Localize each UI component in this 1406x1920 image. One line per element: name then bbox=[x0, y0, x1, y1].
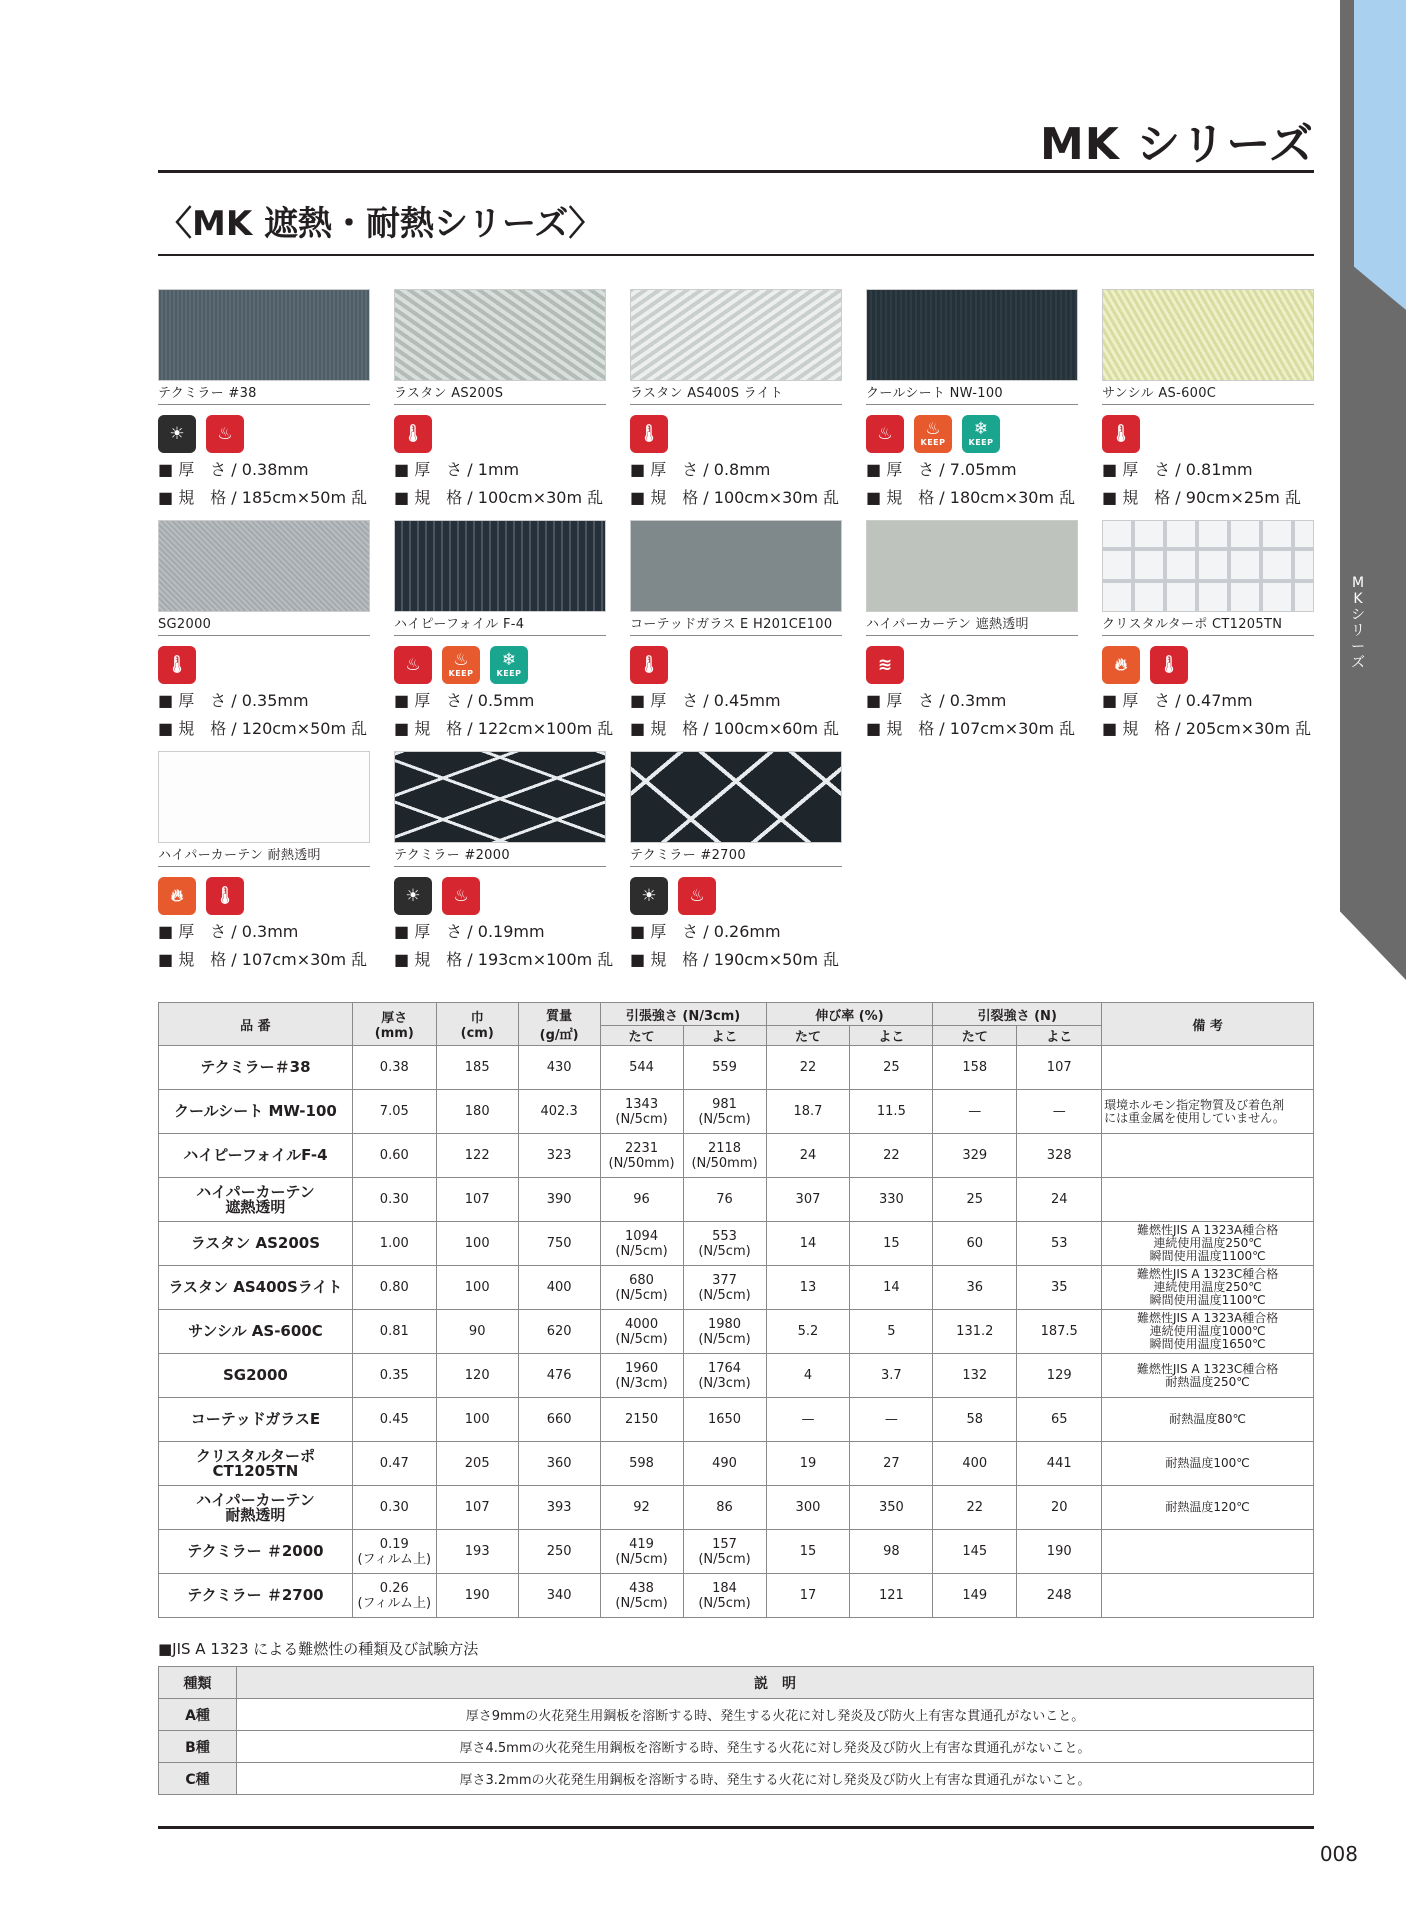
cell-tr1: 25 bbox=[933, 1178, 1017, 1222]
cell-t: 0.30 bbox=[352, 1178, 436, 1222]
product-name: ラスタン AS400S ライト bbox=[630, 385, 842, 405]
cell-ts2: 981 (N/5cm) bbox=[683, 1090, 766, 1134]
product-swatch bbox=[158, 289, 370, 381]
col-weight: 質量 (g/㎡) bbox=[518, 1003, 600, 1046]
side-tab-label: MKシリーズ bbox=[1351, 575, 1365, 671]
product-size: ■ 規 格 / 193cm×100m 乱 bbox=[394, 950, 614, 969]
thermometer-icon: 🌡︎ bbox=[158, 646, 196, 684]
cell-ts2: 490 bbox=[683, 1442, 766, 1486]
cell-tr2: 107 bbox=[1017, 1046, 1102, 1090]
product-icons bbox=[630, 415, 842, 453]
side-tab-blue bbox=[1354, 0, 1406, 310]
cell-name: テクミラー ＃2700 bbox=[159, 1574, 353, 1618]
table-row bbox=[159, 1134, 1314, 1178]
cell-tr2: 53 bbox=[1017, 1222, 1102, 1266]
cell-name: サンシル AS-600C bbox=[159, 1310, 353, 1354]
cell-tr2: 24 bbox=[1017, 1178, 1102, 1222]
cell-ts2: 2118 (N/50mm) bbox=[683, 1134, 766, 1178]
product-icons bbox=[866, 646, 1078, 684]
cell-tr1: 60 bbox=[933, 1222, 1017, 1266]
product-thickness: ■ 厚 さ / 0.8mm bbox=[630, 460, 771, 479]
cell-name: クリスタルターポ CT1205TN bbox=[159, 1442, 353, 1486]
cell-g: 476 bbox=[518, 1354, 600, 1398]
cell-tr2: 129 bbox=[1017, 1354, 1102, 1398]
cell-e1: 15 bbox=[766, 1530, 850, 1574]
product-thickness: ■ 厚 さ / 0.35mm bbox=[158, 691, 309, 710]
cell-tr2: 328 bbox=[1017, 1134, 1102, 1178]
product-thickness: ■ 厚 さ / 0.81mm bbox=[1102, 460, 1253, 479]
product-card bbox=[630, 289, 842, 509]
product-size: ■ 規 格 / 205cm×30m 乱 bbox=[1102, 719, 1312, 738]
cell-note bbox=[1102, 1574, 1314, 1618]
product-thickness: ■ 厚 さ / 0.47mm bbox=[1102, 691, 1253, 710]
jis-table bbox=[158, 1666, 1314, 1795]
product-thickness: ■ 厚 さ / 0.3mm bbox=[158, 922, 299, 941]
cell-tr2: 441 bbox=[1017, 1442, 1102, 1486]
product-thickness: ■ 厚 さ / 1mm bbox=[394, 460, 520, 479]
cell-e1: 307 bbox=[766, 1178, 850, 1222]
cell-name: テクミラー ＃2000 bbox=[159, 1530, 353, 1574]
table-row bbox=[159, 1442, 1314, 1486]
thermometer-icon: 🌡︎ bbox=[206, 877, 244, 915]
series-title: MK シリーズ bbox=[1040, 119, 1314, 170]
cell-w: 100 bbox=[436, 1222, 518, 1266]
jis-desc: 厚さ9mmの火花発生用鋼板を溶断する時、発生する火花に対し発炎及び防火上有害な貫通孔がないこと。 bbox=[237, 1699, 1314, 1731]
cell-note bbox=[1102, 1134, 1314, 1178]
jis-row bbox=[159, 1731, 1314, 1763]
thermometer-icon: 🌡︎ bbox=[1150, 646, 1188, 684]
cell-t: 0.26 (フィルム上) bbox=[352, 1574, 436, 1618]
jis-caption: ■JIS A 1323 による難燃性の種類及び試験方法 bbox=[158, 1640, 479, 1658]
cell-ts2: 1980 (N/5cm) bbox=[683, 1310, 766, 1354]
thermometer-icon: 🌡︎ bbox=[1102, 415, 1140, 453]
cell-g: 660 bbox=[518, 1398, 600, 1442]
cell-t: 0.35 bbox=[352, 1354, 436, 1398]
heat-shield-icon: ♨ bbox=[206, 415, 244, 453]
cell-e2: 22 bbox=[850, 1134, 933, 1178]
cell-tr1: 149 bbox=[933, 1574, 1017, 1618]
cell-name: ハイパーカーテン 耐熱透明 bbox=[159, 1486, 353, 1530]
cell-ts2: 1650 bbox=[683, 1398, 766, 1442]
cell-e2: 98 bbox=[850, 1530, 933, 1574]
product-thickness: ■ 厚 さ / 0.45mm bbox=[630, 691, 781, 710]
product-icons bbox=[158, 877, 370, 915]
cell-name: ハイパーカーテン 遮熱透明 bbox=[159, 1178, 353, 1222]
cell-g: 323 bbox=[518, 1134, 600, 1178]
table-row bbox=[159, 1398, 1314, 1442]
sun-reflect-icon: ☀ bbox=[394, 877, 432, 915]
product-swatch bbox=[394, 520, 606, 612]
table-row bbox=[159, 1530, 1314, 1574]
cell-e2: 25 bbox=[850, 1046, 933, 1090]
product-swatch bbox=[866, 289, 1078, 381]
cell-t: 0.81 bbox=[352, 1310, 436, 1354]
cell-tr2: — bbox=[1017, 1090, 1102, 1134]
cell-note: 難燃性JIS A 1323C種合格 連続使用温度250℃ 瞬間使用温度1100℃ bbox=[1102, 1266, 1314, 1310]
col-note: 備 考 bbox=[1102, 1003, 1314, 1046]
cell-note: 環境ホルモン指定物質及び着色剤 には重金属を使用していません。 bbox=[1102, 1090, 1314, 1134]
product-size: ■ 規 格 / 100cm×30m 乱 bbox=[394, 488, 604, 507]
footer-rule bbox=[158, 1826, 1314, 1829]
cell-g: 620 bbox=[518, 1310, 600, 1354]
cell-ts1: 419 (N/5cm) bbox=[600, 1530, 683, 1574]
jis-col-kind: 種類 bbox=[159, 1667, 237, 1699]
cell-w: 100 bbox=[436, 1266, 518, 1310]
cell-name: クールシート MW-100 bbox=[159, 1090, 353, 1134]
product-swatch bbox=[630, 751, 842, 843]
cell-note: 難燃性JIS A 1323C種合格 耐熱温度250℃ bbox=[1102, 1354, 1314, 1398]
cell-w: 190 bbox=[436, 1574, 518, 1618]
col-thickness: 厚さ (mm) bbox=[352, 1003, 436, 1046]
heat-reflect-icon: ≋ bbox=[866, 646, 904, 684]
product-thickness: ■ 厚 さ / 0.38mm bbox=[158, 460, 309, 479]
section-rule bbox=[158, 254, 1314, 256]
jis-desc: 厚さ4.5mmの火花発生用鋼板を溶断する時、発生する火花に対し発炎及び防火上有害な貫通孔がないこと。 bbox=[237, 1731, 1314, 1763]
sun-reflect-icon: ☀ bbox=[158, 415, 196, 453]
cell-ts1: 544 bbox=[600, 1046, 683, 1090]
keep-cool-icon: ❄ KEEP bbox=[490, 646, 528, 684]
cell-w: 120 bbox=[436, 1354, 518, 1398]
product-card bbox=[394, 520, 614, 740]
cell-g: 430 bbox=[518, 1046, 600, 1090]
cell-ts2: 76 bbox=[683, 1178, 766, 1222]
cell-t: 0.30 bbox=[352, 1486, 436, 1530]
thermometer-icon: 🌡︎ bbox=[630, 415, 668, 453]
spec-table: 品 番 厚さ (mm) 巾 (cm) 質量 (g/㎡) 引張強さ (N/3cm) 伸び率 (%) 引裂強さ (N) 備 考 たて よこ たて よこ たて よこ テクミラー＃38 0.38 185 430 544 559 22 25 158 107 クールシート MW-100 7.05 180 402.3 1343 (N/5cm) 981 (N/5cm) 18.7 11.5 — — 環境ホルモン指定物質及び着色剤 には重金属を使用していません。 ハイピーフォイルF-4 0.60 122 323 2231 (N/50mm) 2118 (N/50mm) 24 22 329 328 ハイパーカーテン 遮熱透明 0.30 107 390 96 76 307 330 25 24 ラスタン AS200S 1.00 100 750 1094 (N/5cm) 553 (N/5cm) 14 15 60 53 難燃性JIS A 1323A種合格 連続使用温度250℃ 瞬間使用温度1100℃ ラスタン AS400Sライト 0.80 100 400 680 (N/5cm) 377 (N/5cm) 13 14 36 35 難燃性JIS A 1323C種合格 連続使用温度250℃ 瞬間使用温度1100℃ サンシル AS-600C 0.81 90 620 4000 (N/5cm) 1980 (N/5cm) 5.2 5 131.2 187.5 難燃性JIS A 1323A種合格 連続使用温度1000℃ 瞬間使用温度1650℃ SG2000 0.35 120 476 1960 (N/3cm) 1764 (N/3cm) 4 3.7 132 129 難燃性JIS A 1323C種合格 耐熱温度250℃ コーテッドガラスE 0.45 100 660 2150 1650 — — 58 65 耐熱温度80℃ クリスタルターポ CT1205TN 0.47 205 360 598 490 19 27 400 441 耐熱温度100℃ ハイパーカーテン 耐熱透明 0.30 107 393 92 86 300 350 22 20 耐熱温度120℃ テクミラー ＃2000 0.19 (フィルム上) 193 250 419 (N/5cm) 157 (N/5cm) 15 98 145 190 テクミラー ＃2700 0.26 (フィルム上) 190 340 438 (N/5cm) 184 (N/5cm) 17 121 149 248 bbox=[158, 1002, 1314, 1618]
cell-e2: 330 bbox=[850, 1178, 933, 1222]
table-row bbox=[159, 1486, 1314, 1530]
table-row bbox=[159, 1266, 1314, 1310]
heat-shield-icon: ♨ bbox=[866, 415, 904, 453]
product-size: ■ 規 格 / 100cm×30m 乱 bbox=[630, 488, 840, 507]
page-number: 008 bbox=[1319, 1842, 1358, 1866]
product-name: ハイパーカーテン 耐熱透明 bbox=[158, 847, 370, 867]
title-rule bbox=[158, 170, 1314, 173]
cell-t: 0.47 bbox=[352, 1442, 436, 1486]
product-icons bbox=[1102, 415, 1314, 453]
product-icons bbox=[1102, 646, 1314, 684]
cell-ts1: 2150 bbox=[600, 1398, 683, 1442]
product-name: ラスタン AS200S bbox=[394, 385, 606, 405]
heat-shield-icon: ♨ bbox=[442, 877, 480, 915]
col-tensile: 引張強さ (N/3cm) bbox=[600, 1003, 766, 1026]
cell-name: コーテッドガラスE bbox=[159, 1398, 353, 1442]
cell-tr1: 131.2 bbox=[933, 1310, 1017, 1354]
product-size: ■ 規 格 / 107cm×30m 乱 bbox=[158, 950, 368, 969]
cell-note: 耐熱温度100℃ bbox=[1102, 1442, 1314, 1486]
table-row bbox=[159, 1222, 1314, 1266]
cell-ts1: 438 (N/5cm) bbox=[600, 1574, 683, 1618]
cell-note: 耐熱温度120℃ bbox=[1102, 1486, 1314, 1530]
cell-g: 250 bbox=[518, 1530, 600, 1574]
product-swatch bbox=[1102, 520, 1314, 612]
jis-kind: A種 bbox=[159, 1699, 237, 1731]
cell-ts1: 598 bbox=[600, 1442, 683, 1486]
cell-name: SG2000 bbox=[159, 1354, 353, 1398]
cell-tr1: 36 bbox=[933, 1266, 1017, 1310]
cell-e2: 121 bbox=[850, 1574, 933, 1618]
cell-t: 0.38 bbox=[352, 1046, 436, 1090]
cell-ts1: 4000 (N/5cm) bbox=[600, 1310, 683, 1354]
product-thickness: ■ 厚 さ / 0.3mm bbox=[866, 691, 1007, 710]
product-card bbox=[158, 520, 370, 740]
product-card bbox=[630, 520, 842, 740]
jis-row bbox=[159, 1699, 1314, 1731]
cell-e1: 24 bbox=[766, 1134, 850, 1178]
heat-shield-icon: ♨ bbox=[678, 877, 716, 915]
table-row bbox=[159, 1090, 1314, 1134]
cell-tr2: 190 bbox=[1017, 1530, 1102, 1574]
cell-note bbox=[1102, 1530, 1314, 1574]
cell-e1: 13 bbox=[766, 1266, 850, 1310]
cell-note: 難燃性JIS A 1323A種合格 連続使用温度1000℃ 瞬間使用温度1650℃ bbox=[1102, 1310, 1314, 1354]
product-card bbox=[394, 751, 614, 971]
thermometer-icon: 🌡︎ bbox=[630, 646, 668, 684]
cell-note bbox=[1102, 1046, 1314, 1090]
cell-note: 耐熱温度80℃ bbox=[1102, 1398, 1314, 1442]
cell-e2: 5 bbox=[850, 1310, 933, 1354]
cell-tr2: 65 bbox=[1017, 1398, 1102, 1442]
jis-col-desc: 説 明 bbox=[237, 1667, 1314, 1699]
product-card bbox=[1102, 289, 1314, 509]
product-icons bbox=[394, 877, 606, 915]
flame-icon: 🔥︎ bbox=[158, 877, 196, 915]
keep-warm-icon: ♨ KEEP bbox=[442, 646, 480, 684]
keep-warm-icon: ♨ KEEP bbox=[914, 415, 952, 453]
product-thickness: ■ 厚 さ / 0.19mm bbox=[394, 922, 545, 941]
cell-tr1: 22 bbox=[933, 1486, 1017, 1530]
product-card bbox=[158, 751, 370, 971]
product-swatch bbox=[158, 751, 370, 843]
cell-name: ラスタン AS200S bbox=[159, 1222, 353, 1266]
cell-e1: 19 bbox=[766, 1442, 850, 1486]
product-size: ■ 規 格 / 107cm×30m 乱 bbox=[866, 719, 1076, 738]
product-thickness: ■ 厚 さ / 0.26mm bbox=[630, 922, 781, 941]
cell-t: 7.05 bbox=[352, 1090, 436, 1134]
product-card bbox=[158, 289, 370, 509]
cell-e1: 5.2 bbox=[766, 1310, 850, 1354]
product-swatch bbox=[394, 751, 606, 843]
cell-e2: — bbox=[850, 1398, 933, 1442]
cell-ts2: 157 (N/5cm) bbox=[683, 1530, 766, 1574]
product-swatch bbox=[630, 520, 842, 612]
product-card bbox=[866, 520, 1078, 740]
cell-e2: 15 bbox=[850, 1222, 933, 1266]
cell-g: 402.3 bbox=[518, 1090, 600, 1134]
product-swatch bbox=[866, 520, 1078, 612]
cell-e2: 3.7 bbox=[850, 1354, 933, 1398]
cell-ts1: 96 bbox=[600, 1178, 683, 1222]
cell-w: 122 bbox=[436, 1134, 518, 1178]
product-icons bbox=[158, 415, 370, 453]
cell-tr1: 58 bbox=[933, 1398, 1017, 1442]
cell-ts1: 680 (N/5cm) bbox=[600, 1266, 683, 1310]
product-card bbox=[1102, 520, 1314, 740]
cell-w: 107 bbox=[436, 1486, 518, 1530]
product-swatch bbox=[394, 289, 606, 381]
cell-tr2: 187.5 bbox=[1017, 1310, 1102, 1354]
cell-name: テクミラー＃38 bbox=[159, 1046, 353, 1090]
cell-e1: — bbox=[766, 1398, 850, 1442]
cell-g: 393 bbox=[518, 1486, 600, 1530]
cell-tr2: 20 bbox=[1017, 1486, 1102, 1530]
cell-ts2: 377 (N/5cm) bbox=[683, 1266, 766, 1310]
product-icons bbox=[158, 646, 370, 684]
cell-e1: 22 bbox=[766, 1046, 850, 1090]
product-card bbox=[630, 751, 842, 971]
cell-ts2: 184 (N/5cm) bbox=[683, 1574, 766, 1618]
cell-ts2: 86 bbox=[683, 1486, 766, 1530]
product-name: クールシート NW-100 bbox=[866, 385, 1078, 405]
cell-w: 185 bbox=[436, 1046, 518, 1090]
product-size: ■ 規 格 / 120cm×50m 乱 bbox=[158, 719, 368, 738]
cell-g: 750 bbox=[518, 1222, 600, 1266]
jis-row bbox=[159, 1763, 1314, 1795]
product-size: ■ 規 格 / 180cm×30m 乱 bbox=[866, 488, 1076, 507]
jis-desc: 厚さ3.2mmの火花発生用鋼板を溶断する時、発生する火花に対し発炎及び防火上有害な貫通孔がないこと。 bbox=[237, 1763, 1314, 1795]
cell-ts1: 92 bbox=[600, 1486, 683, 1530]
product-name: クリスタルターポ CT1205TN bbox=[1102, 616, 1314, 636]
table-row bbox=[159, 1354, 1314, 1398]
col-tear: 引裂強さ (N) bbox=[933, 1003, 1102, 1026]
cell-e2: 14 bbox=[850, 1266, 933, 1310]
cell-ts1: 2231 (N/50mm) bbox=[600, 1134, 683, 1178]
cell-e2: 27 bbox=[850, 1442, 933, 1486]
product-size: ■ 規 格 / 122cm×100m 乱 bbox=[394, 719, 614, 738]
cell-g: 390 bbox=[518, 1178, 600, 1222]
cell-tr1: 145 bbox=[933, 1530, 1017, 1574]
cell-ts1: 1094 (N/5cm) bbox=[600, 1222, 683, 1266]
cell-g: 400 bbox=[518, 1266, 600, 1310]
cell-note: 難燃性JIS A 1323A種合格 連続使用温度250℃ 瞬間使用温度1100℃ bbox=[1102, 1222, 1314, 1266]
cell-g: 360 bbox=[518, 1442, 600, 1486]
cell-tr2: 248 bbox=[1017, 1574, 1102, 1618]
sun-reflect-icon: ☀ bbox=[630, 877, 668, 915]
product-icons bbox=[394, 415, 606, 453]
product-thickness: ■ 厚 さ / 7.05mm bbox=[866, 460, 1017, 479]
cell-t: 0.80 bbox=[352, 1266, 436, 1310]
product-icons bbox=[630, 877, 842, 915]
section-title: 〈MK 遮熱・耐熱シリーズ〉 bbox=[158, 204, 603, 244]
thermometer-icon: 🌡︎ bbox=[394, 415, 432, 453]
product-size: ■ 規 格 / 90cm×25m 乱 bbox=[1102, 488, 1301, 507]
product-swatch bbox=[1102, 289, 1314, 381]
cell-e1: 17 bbox=[766, 1574, 850, 1618]
product-swatch bbox=[630, 289, 842, 381]
product-icons bbox=[394, 646, 606, 684]
product-name: サンシル AS-600C bbox=[1102, 385, 1314, 405]
cell-ts1: 1960 (N/3cm) bbox=[600, 1354, 683, 1398]
flame-icon: 🔥︎ bbox=[1102, 646, 1140, 684]
cell-e1: 300 bbox=[766, 1486, 850, 1530]
cell-t: 1.00 bbox=[352, 1222, 436, 1266]
table-row bbox=[159, 1178, 1314, 1222]
product-card bbox=[866, 289, 1078, 509]
product-name: コーテッドガラス E H201CE100 bbox=[630, 616, 842, 636]
cell-e1: 18.7 bbox=[766, 1090, 850, 1134]
col-width: 巾 (cm) bbox=[436, 1003, 518, 1046]
cell-name: ラスタン AS400Sライト bbox=[159, 1266, 353, 1310]
col-elongation: 伸び率 (%) bbox=[766, 1003, 933, 1026]
keep-cool-icon: ❄ KEEP bbox=[962, 415, 1000, 453]
product-name: ハイピーフォイル F-4 bbox=[394, 616, 606, 636]
cell-w: 90 bbox=[436, 1310, 518, 1354]
cell-tr1: 400 bbox=[933, 1442, 1017, 1486]
cell-e1: 4 bbox=[766, 1354, 850, 1398]
cell-t: 0.19 (フィルム上) bbox=[352, 1530, 436, 1574]
jis-kind: B種 bbox=[159, 1731, 237, 1763]
product-icons bbox=[866, 415, 1078, 453]
product-name: テクミラー #38 bbox=[158, 385, 370, 405]
product-name: ハイパーカーテン 遮熱透明 bbox=[866, 616, 1078, 636]
cell-tr1: 158 bbox=[933, 1046, 1017, 1090]
table-row bbox=[159, 1310, 1314, 1354]
cell-e1: 14 bbox=[766, 1222, 850, 1266]
product-thickness: ■ 厚 さ / 0.5mm bbox=[394, 691, 535, 710]
product-swatch bbox=[158, 520, 370, 612]
cell-w: 107 bbox=[436, 1178, 518, 1222]
cell-t: 0.45 bbox=[352, 1398, 436, 1442]
cell-w: 100 bbox=[436, 1398, 518, 1442]
cell-note bbox=[1102, 1178, 1314, 1222]
product-icons bbox=[630, 646, 842, 684]
product-name: テクミラー #2700 bbox=[630, 847, 842, 867]
col-name: 品 番 bbox=[159, 1003, 353, 1046]
heat-shield-icon: ♨ bbox=[394, 646, 432, 684]
cell-e2: 350 bbox=[850, 1486, 933, 1530]
cell-w: 193 bbox=[436, 1530, 518, 1574]
cell-ts2: 1764 (N/3cm) bbox=[683, 1354, 766, 1398]
product-size: ■ 規 格 / 185cm×50m 乱 bbox=[158, 488, 368, 507]
cell-ts2: 559 bbox=[683, 1046, 766, 1090]
cell-tr1: — bbox=[933, 1090, 1017, 1134]
cell-t: 0.60 bbox=[352, 1134, 436, 1178]
table-row bbox=[159, 1574, 1314, 1618]
table-row bbox=[159, 1046, 1314, 1090]
cell-tr1: 329 bbox=[933, 1134, 1017, 1178]
cell-e2: 11.5 bbox=[850, 1090, 933, 1134]
product-size: ■ 規 格 / 190cm×50m 乱 bbox=[630, 950, 840, 969]
cell-g: 340 bbox=[518, 1574, 600, 1618]
product-card bbox=[394, 289, 606, 509]
cell-w: 180 bbox=[436, 1090, 518, 1134]
cell-tr1: 132 bbox=[933, 1354, 1017, 1398]
product-name: テクミラー #2000 bbox=[394, 847, 606, 867]
cell-name: ハイピーフォイルF-4 bbox=[159, 1134, 353, 1178]
cell-tr2: 35 bbox=[1017, 1266, 1102, 1310]
jis-kind: C種 bbox=[159, 1763, 237, 1795]
cell-w: 205 bbox=[436, 1442, 518, 1486]
cell-ts1: 1343 (N/5cm) bbox=[600, 1090, 683, 1134]
product-size: ■ 規 格 / 100cm×60m 乱 bbox=[630, 719, 840, 738]
cell-ts2: 553 (N/5cm) bbox=[683, 1222, 766, 1266]
product-name: SG2000 bbox=[158, 616, 370, 636]
